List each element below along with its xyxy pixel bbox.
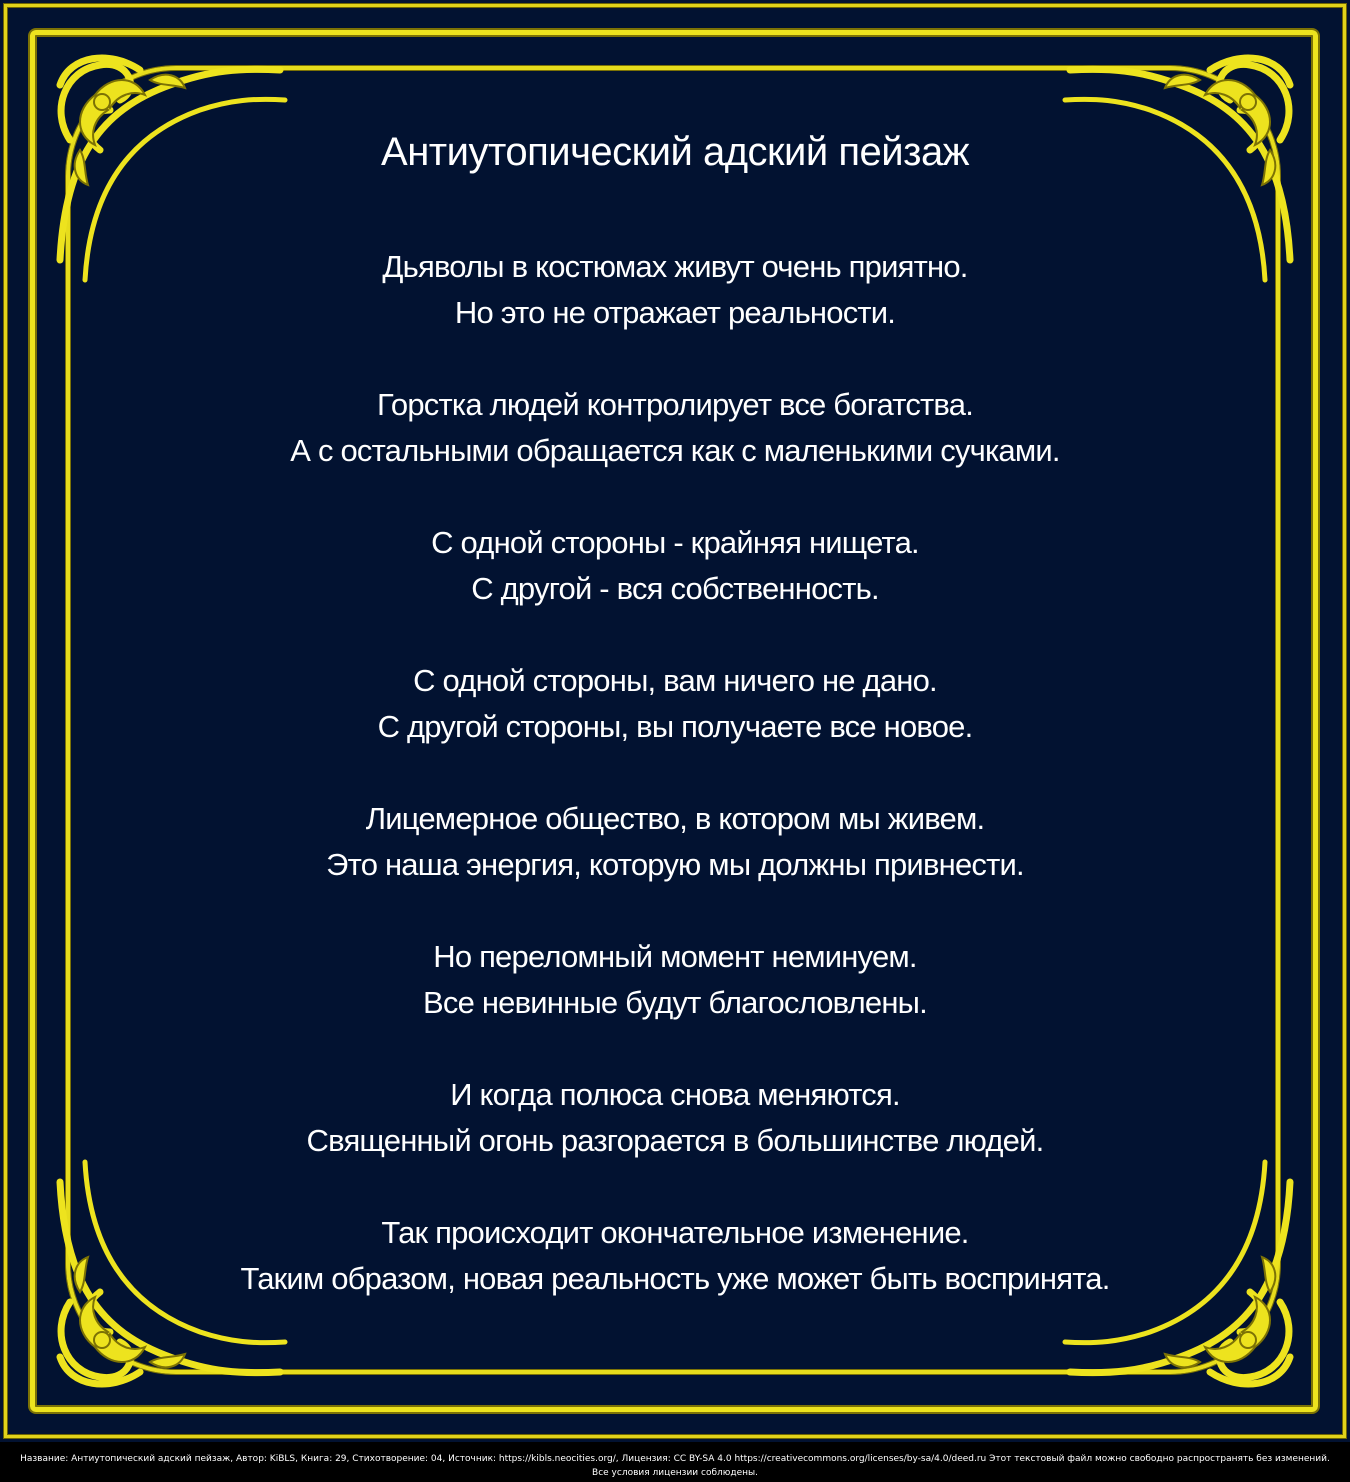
license-footer: Название: Антиутопический адский пейзаж, Автор: KiBLS, Книга: 29, Стихотворение: 04, Источник: https://kibls.neocities.org/, Лицензия: CC BY-SA 4.0 https://creativecommons.org/licenses/by-sa/4.0/deed.ru Этот текстовый файл можно свободно распространять без изменений. Все условия лицензии соблюдены. — [20, 1454, 1330, 1478]
poem-line: Лицемерное общество, в котором мы живем. — [365, 801, 985, 836]
poem-line: Так происходит окончательное изменение. — [381, 1215, 969, 1250]
stanza — [150, 382, 1200, 473]
poem-title: Антиутопический адский пейзаж — [381, 130, 969, 174]
poem-line: С другой стороны, вы получаете все новое. — [377, 708, 973, 744]
stanza — [150, 658, 1200, 749]
poem-line: А с остальными обращается как с маленькими сучками. — [290, 432, 1060, 468]
poem-line: С одной стороны - крайняя нищета. — [431, 525, 919, 560]
poem-line: Дьяволы в костюмах живут очень приятно. — [382, 249, 968, 284]
stanza — [150, 934, 1200, 1025]
poem-line: Священный огонь разгорается в большинстве людей. — [306, 1122, 1044, 1158]
poem-line: Таким образом, новая реальность уже может быть воспринята. — [240, 1260, 1110, 1296]
poem-line: С другой - вся собственность. — [471, 570, 879, 606]
stanza — [150, 1072, 1200, 1163]
poem-line: Все невинные будут благословлены. — [423, 984, 927, 1020]
stanza — [150, 244, 1200, 335]
poem-body — [150, 122, 1200, 1348]
poem-line: Это наша энергия, которую мы должны привнести. — [326, 846, 1024, 882]
stanza — [150, 1210, 1200, 1301]
poem-line: И когда полюса снова меняются. — [450, 1077, 900, 1112]
poem-line: Но это не отражает реальности. — [454, 294, 896, 330]
stanza — [150, 796, 1200, 887]
stanza — [150, 520, 1200, 611]
poem-line: Горстка людей контролирует все богатства. — [376, 387, 974, 422]
poem-line: Но переломный момент неминуем. — [433, 939, 917, 974]
poem-line: С одной стороны, вам ничего не дано. — [413, 663, 937, 698]
